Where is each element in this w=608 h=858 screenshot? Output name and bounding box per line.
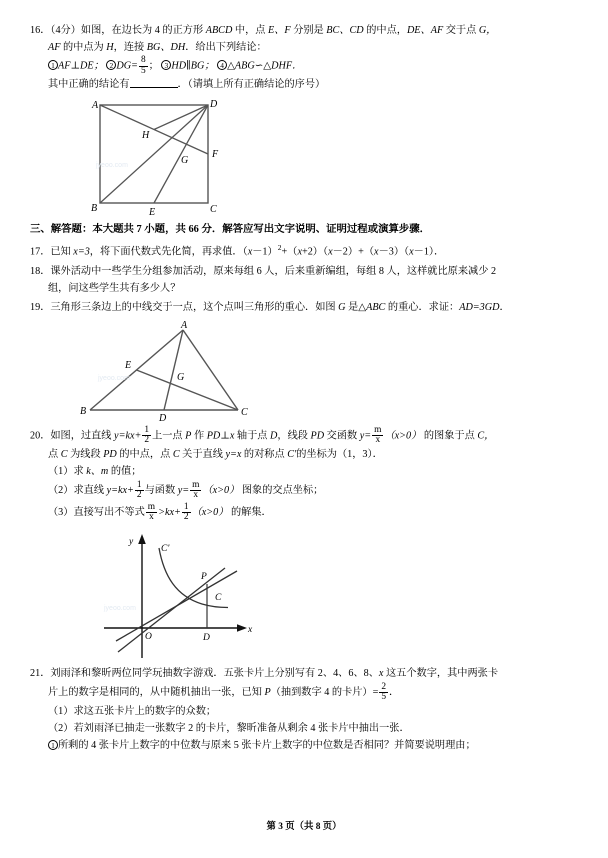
q20-sub3-b: >kx+ — [158, 507, 181, 519]
fraction-denominator: 5 — [140, 65, 146, 76]
q16-conclusions — [30, 56, 578, 76]
fraction-denominator: 2 — [136, 490, 142, 501]
q20-point-c-prime: C' — [287, 449, 297, 461]
q20-sub2-c: 与函数 — [144, 485, 178, 497]
q20-sub1-a: （1）求 — [48, 466, 87, 478]
q20-text-i: ，线段 — [277, 430, 311, 442]
q16-label-ef: E、F — [268, 25, 291, 36]
q19-text-g: ． — [499, 301, 510, 313]
q20-text-k: 交函数 — [324, 430, 360, 442]
q16-label-g: G， — [478, 25, 497, 36]
q17-line-1 — [30, 239, 578, 260]
coordinate-graph-svg — [102, 528, 322, 663]
q16-label-bccd: BC、CD — [326, 25, 364, 36]
square-label-F: F — [212, 149, 219, 161]
q20-sub2-hyper-eq: y= — [177, 485, 190, 497]
fraction-numerator: 1 — [136, 479, 142, 490]
fraction-numerator: m — [374, 424, 382, 435]
q17-text-e: +（ — [281, 246, 298, 258]
q20-sub-3 — [30, 502, 578, 524]
q16-label-bgdh: BG、DH — [146, 42, 186, 53]
q17-text-a: 17．已知 — [30, 246, 74, 258]
question-18 — [30, 263, 578, 297]
q20-sub-2 — [30, 480, 578, 502]
conclusion-4-marker: 4 — [217, 60, 227, 70]
q20-line-1 — [30, 426, 578, 447]
figure-watermark: jyeoo.com — [98, 374, 130, 382]
q20-sub2-f: 图象的交点坐标； — [239, 485, 324, 497]
figure-coordinate-graph — [102, 528, 578, 663]
q20-sub1-vars: k、m — [86, 466, 109, 478]
figure-watermark: jyeoo.com — [96, 162, 128, 170]
q20-text-2a: 点 — [48, 449, 61, 461]
fraction-denominator: 2 — [183, 512, 189, 523]
q17-text-i: －2）+（ — [332, 246, 375, 258]
conclusion-2-tail: ； — [148, 60, 159, 72]
q18-line-2: 组，问这些学生共有多少人？ — [48, 282, 181, 294]
fraction-denominator: x — [372, 435, 383, 446]
q17-var-5: x — [409, 246, 414, 258]
q18-line-1: 18．课外活动中一些学生分组参加活动，原来每组 6 人，后来重新编组，每组 8 人，这样就比原来减少 2 — [30, 265, 497, 277]
conclusion-1-marker: 1 — [48, 60, 58, 70]
q21-line-2 — [30, 682, 578, 703]
q20-point-c-2: C — [172, 449, 180, 461]
square-label-E: E — [149, 207, 156, 218]
q16-line-2 — [30, 39, 578, 56]
q21-prob-symbol: P — [264, 687, 271, 699]
sub-item-1-text: 所剩的 4 张卡片上数字的中位数与原来 5 张卡片上数字的中位数是否相同？并简要说明理由； — [58, 740, 476, 752]
fraction-numerator: m — [192, 479, 200, 490]
q17-var-2: x — [297, 246, 302, 258]
q19-line-1 — [30, 299, 578, 316]
q21-sub-2-1 — [30, 737, 578, 754]
q21-line-1 — [30, 665, 578, 682]
square-label-C: C — [210, 204, 217, 216]
graph-label-O: O — [145, 632, 152, 643]
q21-text-2d: ． — [389, 687, 400, 699]
q17-var-4: x — [374, 246, 379, 258]
triangle-label-B: B — [80, 405, 87, 417]
conclusion-2-text: DG= — [116, 60, 138, 72]
fraction-denominator: 5 — [381, 692, 387, 703]
triangle-label-A: A — [181, 319, 188, 331]
q20-sub2-domain: （x>0） — [202, 485, 240, 497]
q20-point-c: C — [60, 449, 68, 461]
q16-line-4 — [30, 76, 578, 93]
q19-text-a: 19．三角形三条边上的中线交于一点，这个点叫三角形的重心．如图 — [30, 301, 339, 313]
triangle-label-D: D — [159, 412, 167, 423]
fraction-denominator: 2 — [144, 435, 150, 446]
q20-symmetry-line: y=x — [225, 449, 242, 461]
q20-segment-pd-2: PD — [103, 449, 117, 461]
conclusion-4-text: △ABG∽△DHF． — [227, 60, 303, 72]
q20-fraction-half — [142, 426, 151, 446]
fraction-numerator: 1 — [144, 424, 150, 435]
question-20 — [30, 426, 578, 525]
q17-text-g: +2）（ — [301, 246, 329, 258]
graph-label-C: C — [215, 593, 222, 604]
fraction-numerator: 8 — [140, 55, 146, 65]
q20-sub2-a: （2）求直线 — [48, 485, 107, 497]
section-3-heading: 三、解答题：本大题共 7 小题，共 66 分．解答应写出文字说明、证明过程或演算步骤． — [30, 224, 431, 236]
q16-text-g: 的中点， — [363, 25, 407, 36]
q16-fill-note: ．（请填上所有正确结论的序号） — [177, 79, 326, 91]
q20-sub2-fraction-mx — [190, 481, 201, 501]
axis-label-y: y — [129, 537, 134, 548]
conclusion-3-text: HD∥BG； — [171, 60, 215, 72]
q19-goal: AD=3GD — [459, 301, 500, 313]
q20-sub-1 — [30, 463, 578, 480]
q17-text-d: －1） — [252, 246, 278, 258]
square-label-D: D — [210, 99, 218, 111]
q17-var-1: x — [247, 246, 253, 258]
conclusion-3-marker: 3 — [161, 60, 171, 70]
q20-hyperbola-eq: y= — [359, 430, 372, 442]
q16-label-abcd: ABCD — [205, 25, 233, 36]
q21-sub-1: （1）求这五张卡片上的数字的众数； — [48, 706, 217, 718]
q16-label-af: AF — [48, 42, 61, 53]
q20-fraction-mx — [372, 426, 383, 446]
graph-label-c-prime: C' — [161, 544, 170, 555]
fraction-numerator: m — [147, 501, 156, 512]
triangle-centroid-svg — [78, 318, 278, 423]
square-label-B: B — [91, 203, 98, 215]
q19-label-g: G — [338, 301, 346, 313]
square-label-A: A — [92, 100, 99, 112]
q20-text-g: 轴于点 — [234, 430, 271, 442]
q21-text-a: 21．刘雨泽和黎昕两位同学玩抽数字游戏．五张卡片上分别写有 2、4、6、8、 — [30, 668, 379, 680]
q20-text-2c: 为线段 — [67, 449, 104, 461]
q20-line-2 — [30, 446, 578, 463]
q16-text-2d: ，连接 — [113, 42, 147, 53]
q20-sub3-fraction-half — [182, 503, 191, 523]
graph-label-D: D — [203, 633, 210, 644]
q16-text-2f: ．给出下列结论： — [185, 42, 267, 53]
q16-text-i: 交于点 — [443, 25, 479, 36]
q20-sub2-fraction-half — [135, 481, 144, 501]
q19-text-e: 的重心．求证： — [385, 301, 460, 313]
q16-label-h: H — [106, 42, 114, 53]
question-21 — [30, 665, 578, 754]
square-label-H: H — [142, 130, 150, 142]
q21-sub-2: （2）若刘雨泽已抽走一张数字 2 的卡片，黎昕准备从剩余 4 张卡片中抽出一张． — [48, 723, 410, 735]
q16-fill-prompt: 其中正确的结论有 — [48, 79, 130, 91]
conclusion-2-marker: 2 — [106, 60, 116, 70]
q20-sub1-c: 的值； — [108, 466, 142, 478]
q21-text-2c: （抽到数字 4 的卡片）= — [270, 687, 379, 699]
fraction-numerator: 2 — [381, 681, 387, 692]
triangle-label-E: E — [125, 359, 132, 371]
q20-label-d: D — [270, 430, 278, 442]
q21-text-c: 这五个数字，其中两张卡 — [383, 668, 499, 680]
fraction-denominator: x — [146, 512, 157, 523]
q20-text-2k: 的坐标为（1，3）． — [296, 449, 383, 461]
q20-label-p: P — [185, 430, 192, 442]
question-19 — [30, 299, 578, 316]
q16-text-a: 16．（4分）如图，在边长为 4 的正方形 — [30, 25, 206, 36]
q17-x-value: x=3 — [73, 246, 90, 258]
q17-var-3: x — [328, 246, 333, 258]
q20-label-c: C， — [477, 430, 495, 442]
question-17 — [30, 239, 578, 260]
q20-text-2i: 的对称点 — [241, 449, 288, 461]
page-footer: 第 3 页（共 8 页） — [266, 822, 342, 832]
q20-text-e: 作 — [191, 430, 207, 442]
q20-segment-pd: PD — [310, 430, 325, 442]
q20-sub3-domain: （x>0） — [191, 507, 229, 519]
q16-text-2b: 的中点为 — [60, 42, 107, 53]
q21-unknown-x: x — [378, 668, 384, 680]
q16-text-e: 分别是 — [290, 25, 327, 36]
q20-perp-expr: PD⊥x — [206, 430, 235, 442]
conclusion-1-text: AF⊥DE； — [58, 60, 104, 72]
square-label-G: G — [181, 155, 189, 167]
question-16 — [30, 22, 578, 93]
graph-label-P: P — [201, 572, 207, 583]
q16-text-c: 中，点 — [232, 25, 268, 36]
q17-text-b: ，将下面代数式先化简，再求值．（ — [89, 246, 248, 258]
q20-sub2-line-eq: y=kx+ — [106, 485, 134, 497]
answer-blank[interactable] — [130, 78, 178, 88]
q21-fraction-prob — [379, 683, 388, 703]
figure-watermark: jyeoo.com — [104, 605, 136, 613]
figure-triangle-centroid — [78, 318, 578, 423]
conclusion-2-fraction — [139, 56, 148, 76]
q21-text-2a: 片上的数字是相同的，从中随机抽出一张，已知 — [48, 687, 265, 699]
figure-square-abcd — [78, 95, 578, 217]
q16-label-deaf: DE、AF — [406, 25, 444, 36]
q17-text-k: －3）（ — [378, 246, 410, 258]
q20-sub3-a: （3）直接写出不等式 — [48, 507, 145, 519]
q20-text-n: 的图象于点 — [421, 430, 478, 442]
q20-text-c: 上一点 — [152, 430, 186, 442]
q19-text-c: 是△ — [345, 301, 367, 313]
q19-label-abc: ABC — [366, 301, 386, 313]
q20-text-2e: 的中点，点 — [116, 449, 173, 461]
square-abcd-svg — [78, 95, 258, 217]
q20-line-equation: y=kx+ — [114, 430, 142, 442]
sub-item-1-marker: 1 — [48, 740, 58, 750]
q16-line-1 — [30, 22, 578, 39]
q20-text-a: 20．如图，过直线 — [30, 430, 115, 442]
q17-exponent: 2 — [277, 243, 282, 253]
triangle-label-C: C — [241, 406, 248, 418]
fraction-denominator: x — [190, 490, 201, 501]
fraction-numerator: 1 — [183, 501, 189, 512]
axis-label-x: x — [248, 625, 253, 636]
q20-sub3-fraction-mx — [146, 503, 157, 523]
q20-text-2g: 关于直线 — [179, 449, 226, 461]
triangle-label-G: G — [177, 371, 185, 383]
q20-sub3-d: 的解集． — [228, 507, 272, 519]
q20-domain: （x>0） — [384, 430, 422, 442]
q17-text-m: －1）． — [413, 246, 445, 258]
